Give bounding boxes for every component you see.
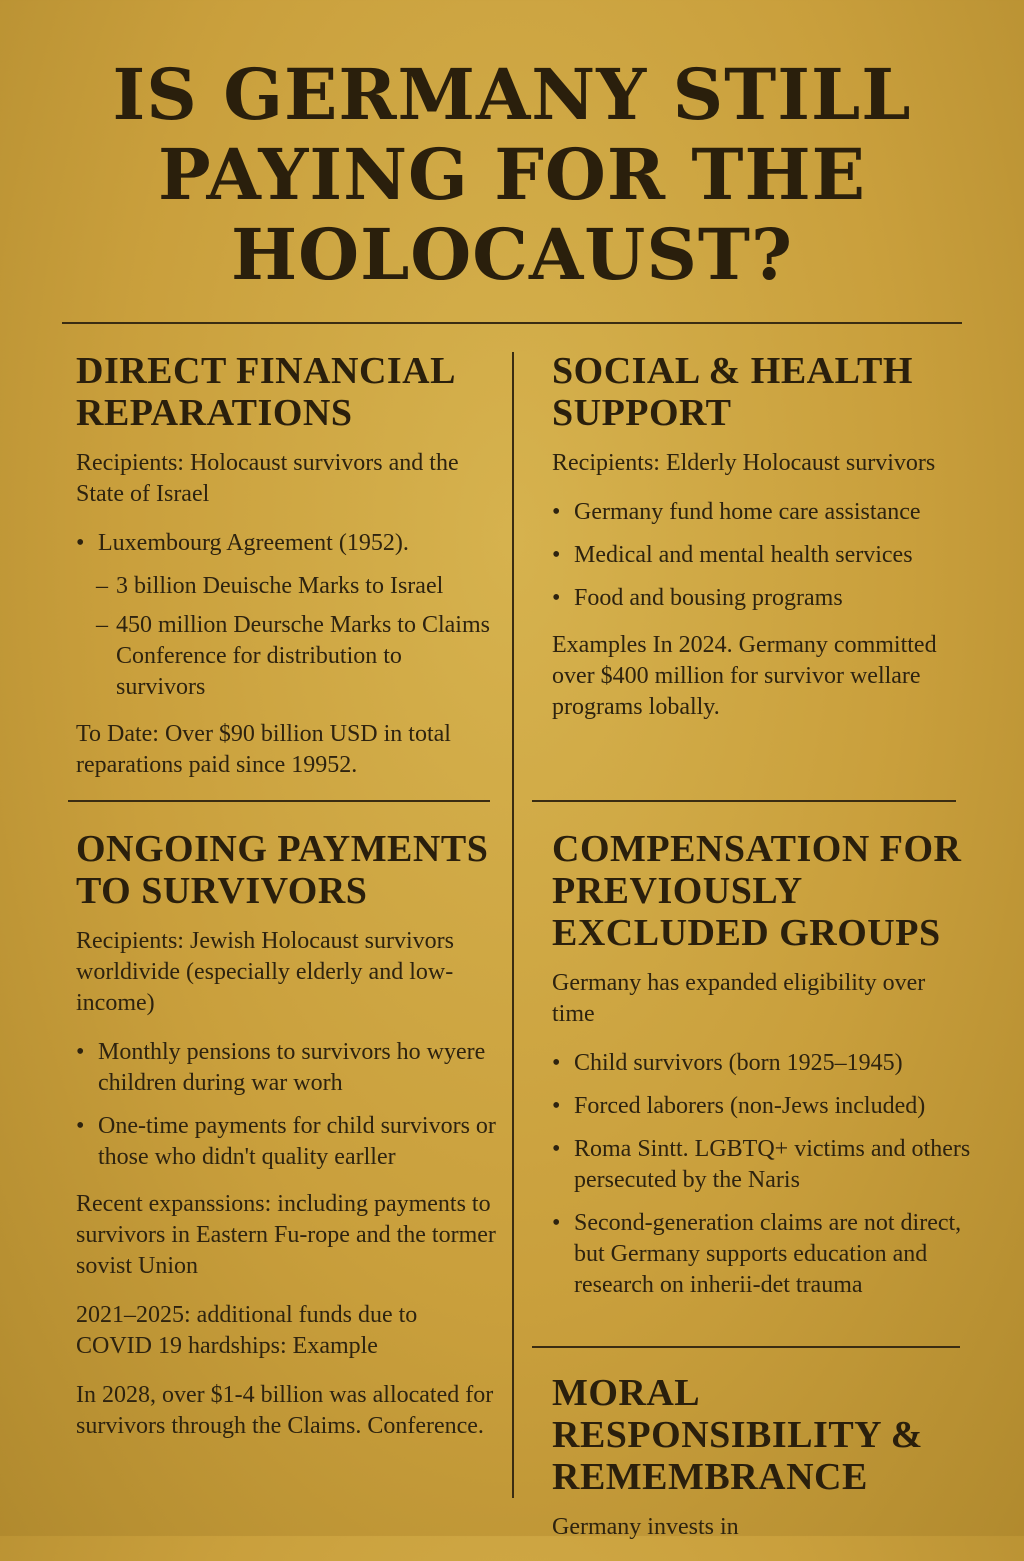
section-compensation-excluded-groups: [552, 828, 972, 1317]
list-item: • Germany fund home care assistance: [552, 497, 972, 528]
section-heading: SOCIAL & HEALTH SUPPORT: [552, 350, 913, 434]
section-ongoing-payments: [76, 828, 496, 1460]
left-section-divider: [68, 800, 490, 802]
to-date-text: To Date: Over $90 billion USD in total reparations paid since 19952.: [76, 721, 451, 778]
bullet-list: [76, 1037, 496, 1173]
right-section-divider-2: [532, 1346, 960, 1348]
title-line-1: IS GERMANY STILL: [112, 53, 912, 136]
list-item: • Monthly pensions to survivors ho wyere children during war worh: [76, 1037, 496, 1099]
right-section-divider: [532, 800, 956, 802]
section-heading: COMPENSATION FOR PREVIOUSLY EXCLUDED GROUPS: [552, 828, 962, 954]
sub-list-item: – 3 billion Deuische Marks to Israel: [76, 571, 496, 602]
recipients-text: Recipients: Jewish Holocaust survivors worldivide (especially elderly and low-income): [76, 928, 454, 1016]
list-item: • Food and bousing programs: [552, 583, 972, 614]
bullet-list: [552, 1048, 972, 1301]
recent-expansions-text: Recent expanssions: including payments to survivors in Eastern Fu-rope and the tormer sovist Union: [76, 1191, 496, 1279]
covid-text: 2021–2025: additional funds due to COVID 19 hardships: Example: [76, 1302, 418, 1359]
intro-text: Germany has expanded eligibility over time: [552, 970, 926, 1027]
recipients-text: Recipients: Holocaust survivors and the State of Israel: [76, 450, 459, 507]
bullet-list: [76, 528, 496, 703]
list-item: • Second-generation claims are not direct, but Germany supports education and research on inherii-det trauma: [552, 1208, 972, 1301]
section-direct-financial-reparations: [76, 350, 496, 799]
section-heading: DIRECT FINANCIAL REPARATIONS: [76, 350, 454, 434]
bullet-list: [552, 497, 972, 614]
title-divider: [62, 322, 962, 324]
list-item: • Roma Sintt. LGBTQ+ victims and others persecuted by the Naris: [552, 1134, 972, 1196]
list-item: • Luxembourg Agreement (1952).: [76, 528, 496, 559]
recipients-text: Recipients: Elderly Holocaust survivors: [552, 450, 936, 476]
list-item: • Forced laborers (non-Jews included): [552, 1091, 972, 1122]
body-text: Germany invests in: [552, 1514, 739, 1540]
title-line-2: PAYING FOR THE: [157, 133, 867, 216]
list-item: • Child survivors (born 1925–1945): [552, 1048, 972, 1079]
title-line-3: HOLOCAUST?: [230, 213, 794, 296]
section-heading: MORAL RESPONSIBILITY & REMEMBRANCE: [552, 1372, 923, 1498]
example-text: Examples In 2024. Germany committed over $400 million for survivor wellare programs lobally.: [552, 632, 937, 720]
page-title: [0, 55, 1024, 295]
list-item: • One-time payments for child survivors or those who didn't quality earller: [76, 1111, 496, 1173]
sub-list-item: – 450 million Deursche Marks to Claims Conference for distribution to survivors: [76, 610, 496, 703]
column-divider: [512, 352, 514, 1498]
section-moral-responsibility: [552, 1372, 972, 1561]
example-text: In 2028, over $1-4 billion was allocated for survivors through the Claims. Conference.: [76, 1382, 494, 1439]
section-heading: ONGOING PAYMENTS TO SURVIVORS: [76, 828, 489, 912]
list-item: • Medical and mental health services: [552, 540, 972, 571]
section-social-health-support: [552, 350, 972, 741]
